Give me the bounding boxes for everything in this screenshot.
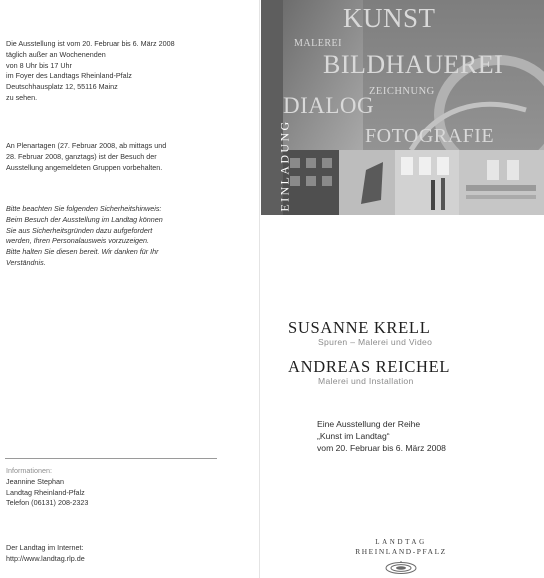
hero-word-bildhauerei: BILDHAUEREI	[323, 50, 504, 79]
contact-line: Jeannine Stephan	[6, 476, 64, 486]
hero-word-malerei: MALEREI	[294, 38, 342, 49]
opening-line: zu sehen.	[6, 92, 38, 102]
website-link[interactable]: http://www.landtag.rlp.de	[6, 553, 85, 563]
series-line: „Kunst im Landtag“	[317, 431, 390, 442]
logo-line-state: RHEINLAND-PFALZ	[355, 547, 447, 556]
logo-line-landtag: LANDTAG	[375, 538, 427, 546]
security-line: werden, Ihren Personalausweis vorzuzeigen.	[6, 236, 150, 246]
artist-subtitle: Malerei und Installation	[318, 376, 414, 386]
hero-word-kunst: KUNST	[343, 3, 436, 33]
opening-line: im Foyer des Landtags Rheinland-Pfalz	[6, 71, 132, 81]
plenary-line: 28. Februar 2008, ganztags) ist der Besuch der	[6, 151, 157, 161]
hero-word-zeichnung: ZEICHNUNG	[369, 86, 435, 97]
security-line: Beim Besuch der Ausstellung im Landtag können	[6, 214, 163, 224]
series-line: vom 20. Februar bis 6. März 2008	[317, 443, 446, 454]
opening-line: von 8 Uhr bis 17 Uhr	[6, 60, 72, 70]
einladung-label: EINLADUNG	[277, 119, 292, 212]
security-line: Verständnis.	[6, 257, 46, 267]
contact-line: Telefon (06131) 208-2323	[6, 498, 89, 508]
contact-line: Landtag Rheinland-Pfalz	[6, 487, 85, 497]
plenary-line: Ausstellung angemeldeten Gruppen vorbehalten.	[6, 162, 163, 172]
exhibition-series-info	[317, 418, 446, 455]
opening-line: Die Ausstellung ist vom 20. Februar bis 6. März 2008	[6, 39, 175, 48]
artist-name: ANDREAS REICHEL	[288, 357, 451, 376]
artist-subtitle: Spuren – Malerei und Video	[318, 337, 433, 347]
internet-label: Der Landtag im Internet:	[6, 543, 84, 552]
opening-line: täglich außer an Wochenenden	[6, 49, 106, 59]
internet-info	[6, 543, 251, 565]
parliament-emblem-icon	[383, 559, 419, 575]
hero-word-fotografie: FOTOGRAFIE	[365, 125, 495, 147]
info-heading: Informationen:	[6, 466, 52, 475]
security-line: Sie aus Sicherheitsgründen dazu aufgefordert	[6, 225, 153, 235]
plenary-note	[6, 141, 251, 173]
series-line: Eine Ausstellung der Reihe	[317, 419, 421, 429]
plenary-line: An Plenartagen (27. Februar 2008, ab mittags und	[6, 141, 167, 150]
artist-name: SUSANNE KRELL	[288, 318, 431, 337]
contact-info	[6, 466, 251, 509]
hero-word-dialog: DIALOG	[283, 93, 375, 118]
opening-line: Deutschhausplatz 12, 55116 Mainz	[6, 82, 118, 92]
security-note	[6, 204, 251, 269]
fold-line	[259, 0, 260, 578]
opening-info	[6, 39, 251, 104]
cover-image	[261, 0, 544, 215]
security-line: Bitte halten Sie diesen bereit. Wir danken für Ihr	[6, 247, 159, 257]
landtag-logo	[348, 538, 454, 575]
security-line: Bitte beachten Sie folgenden Sicherheitshinweis:	[6, 204, 162, 213]
divider-rule	[5, 458, 217, 459]
